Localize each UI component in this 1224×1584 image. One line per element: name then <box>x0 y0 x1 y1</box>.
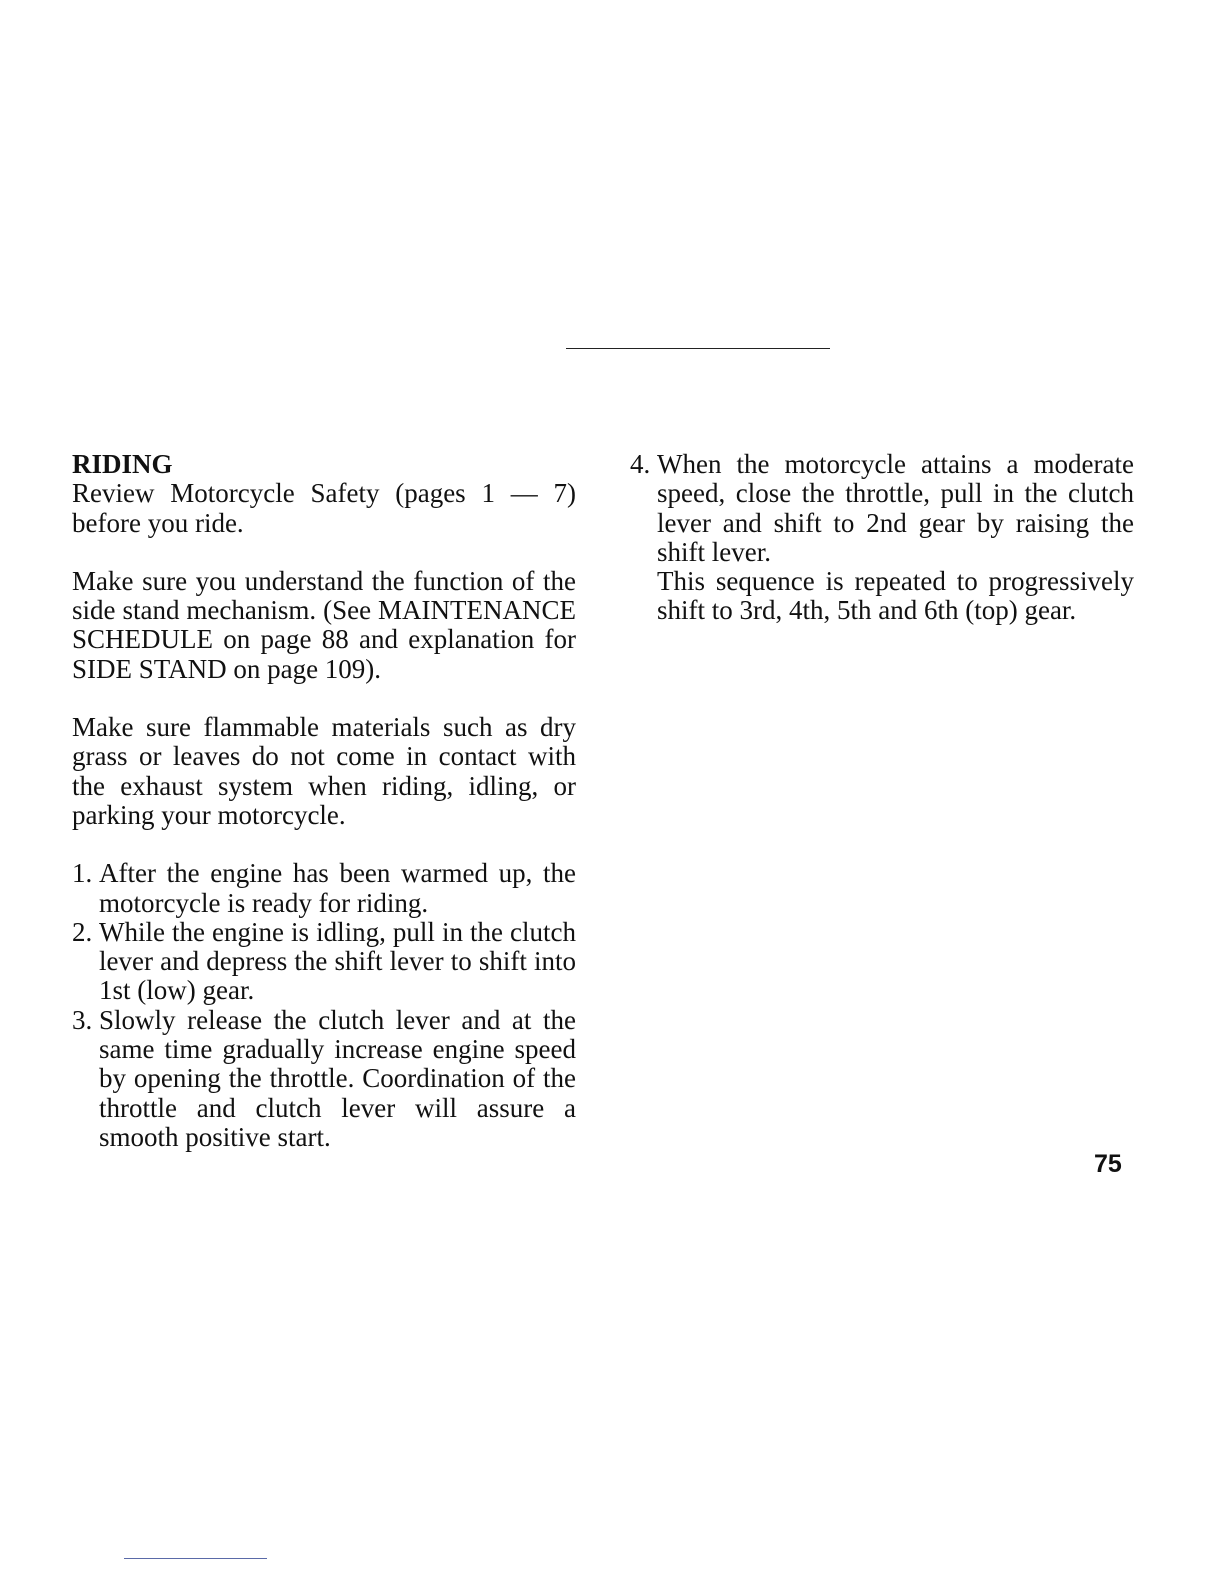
step-text: Slowly release the clutch lever and at the same time gradually increase engine speed by opening the throttle. Coordination of the throttle and clutch lever will assure a smooth positive start. <box>99 1004 576 1152</box>
step-item-2 <box>72 918 576 1006</box>
step-text: When the motorcycle attains a moderate speed, close the throttle, pull in the clutch lever and shift to 2nd gear by raising the shift lever. <box>657 449 1134 567</box>
step-continuation <box>657 567 1134 626</box>
left-column <box>72 450 576 1152</box>
step-text: While the engine is idling, pull in the clutch lever and depress the shift lever to shift into 1st (low) gear. <box>99 916 576 1006</box>
steps-list-right <box>630 450 1134 626</box>
intro-paragraph-flammable: Make sure flammable materials such as dry grass or leaves do not come in contact with the exhaust system when riding, idling, or parking your motorcycle. <box>72 712 576 830</box>
right-column <box>630 450 1134 626</box>
top-rule <box>566 348 830 349</box>
intro-paragraph-side-stand: Make sure you understand the function of the side stand mechanism. (See MAINTENANCE SCHEDULE on page 88 and explanation for SIDE STAND on page 109). <box>72 565 576 684</box>
step-number: 3. <box>72 1004 93 1035</box>
step-number: 2. <box>72 916 93 947</box>
step-item-1 <box>72 859 576 918</box>
step-continuation-text: This sequence is repeated to progressively shift to 3rd, 4th, 5th and 6th (top) gear. <box>657 566 1134 626</box>
intro-paragraph-safety: Review Motorcycle Safety (pages 1 — 7) before you ride. <box>72 478 576 538</box>
step-item-3 <box>72 1006 576 1152</box>
bottom-rule <box>124 1558 267 1559</box>
section-heading: RIDING <box>72 449 173 479</box>
steps-list-left <box>72 859 576 1152</box>
step-text: After the engine has been warmed up, the motorcycle is ready for riding. <box>99 858 576 918</box>
page-number: 75 <box>1094 1150 1122 1178</box>
step-item-4 <box>630 450 1134 626</box>
step-number: 1. <box>72 858 93 889</box>
step-number: 4. <box>630 449 651 479</box>
